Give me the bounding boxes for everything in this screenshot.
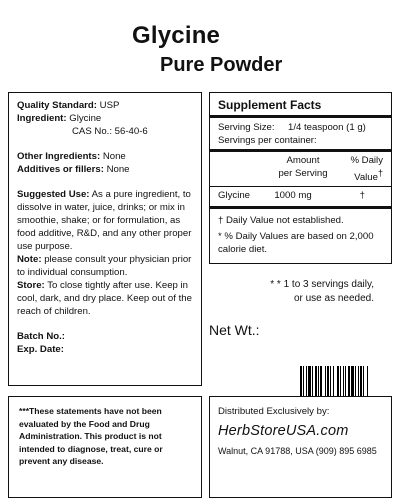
store-label: Store:: [17, 280, 45, 291]
barcode-bar: [368, 366, 370, 396]
fda-disclaimer: ***These statements have not been evaluated by the Food and Drug Administration. This product is not intended to diagnose, treat, cure or prevent any disease.: [8, 396, 202, 498]
note-text: please consult your physician prior to individual consumption.: [17, 254, 192, 278]
other-ingredients-line: [17, 150, 193, 163]
servings-note-line-2: or use as needed.: [293, 293, 374, 304]
store-text: To close tightly after use. Keep in cool, dark, and dry place. Keep out of the reach of children.: [17, 280, 192, 317]
facts-row-glycine: [218, 189, 383, 202]
quality-line: [17, 99, 193, 112]
ingredients-panel: [8, 92, 202, 386]
expiry-date: [17, 343, 193, 356]
quality-label: Quality Standard:: [17, 100, 97, 111]
website-link[interactable]: HerbStoreUSA.com: [218, 423, 349, 439]
servings-note-line-1: * * 1 to 3 servings daily,: [270, 279, 374, 290]
product-subtitle: Pure Powder: [160, 54, 283, 76]
servings-per-container: Servings per container:: [218, 135, 317, 146]
ingredient-value: Glycine: [69, 113, 102, 124]
footnote-calorie: * % Daily Values are based on 2,000 calorie diet.: [218, 231, 374, 256]
distributor-panel: [209, 396, 392, 498]
distributor-line: Distributed Exclusively by:: [218, 406, 330, 417]
distributor-address: Walnut, CA 91788, USA (909) 895 6985: [218, 446, 377, 456]
dv-header-2: Value: [354, 172, 378, 184]
nutrient-dv: †: [359, 190, 365, 202]
supplement-facts-panel: [209, 92, 392, 264]
serving-size-row: [218, 121, 383, 134]
suggested-use-label: Suggested Use:: [17, 189, 90, 200]
net-weight: Net Wt.:: [209, 322, 260, 338]
note-label: Note:: [17, 254, 42, 265]
product-title: Glycine: [132, 22, 221, 49]
other-ingredients-value: None: [102, 151, 126, 162]
serving-size-value: 1/4 teaspoon (1 g): [288, 122, 366, 133]
batch-number: [17, 330, 193, 343]
cas-number: CAS No.: 56-40-6: [72, 126, 148, 137]
amount-header-2: per Serving: [278, 168, 328, 179]
dagger-mark: †: [377, 168, 383, 178]
suggested-use: [17, 188, 193, 253]
nutrient-name: Glycine: [218, 190, 250, 202]
suggested-use-text: As a pure ingredient, to dissolve in water, juice, drinks; or mix in smoothie, shake; or for formulation, as food additive, R&D, and any other proper use purpose.: [17, 189, 192, 252]
batch-label: Batch No.:: [17, 331, 65, 342]
dv-header: % Daily: [350, 155, 383, 166]
ingredient-label: Ingredient:: [17, 113, 67, 124]
serving-size-label: Serving Size:: [218, 122, 275, 133]
facts-header-row: [218, 154, 383, 167]
ingredient-line: [17, 112, 193, 125]
servings-note: [236, 278, 386, 306]
additives-value: None: [106, 164, 130, 175]
storage: [17, 279, 193, 318]
barcode: [300, 366, 392, 396]
other-ingredients-label: Other Ingredients:: [17, 151, 101, 162]
facts-heading: Supplement Facts: [218, 98, 322, 112]
facts-header-row-2: [218, 167, 383, 184]
exp-label: Exp. Date:: [17, 344, 64, 355]
additives-line: [17, 163, 193, 176]
footnote-dv: † Daily Value not established.: [218, 215, 344, 227]
amount-header: Amount: [286, 155, 320, 166]
note: [17, 253, 193, 279]
additives-label: Additives or fillers:: [17, 164, 104, 175]
quality-value: USP: [99, 100, 120, 111]
nutrient-amount: 1000 mg: [274, 190, 312, 202]
